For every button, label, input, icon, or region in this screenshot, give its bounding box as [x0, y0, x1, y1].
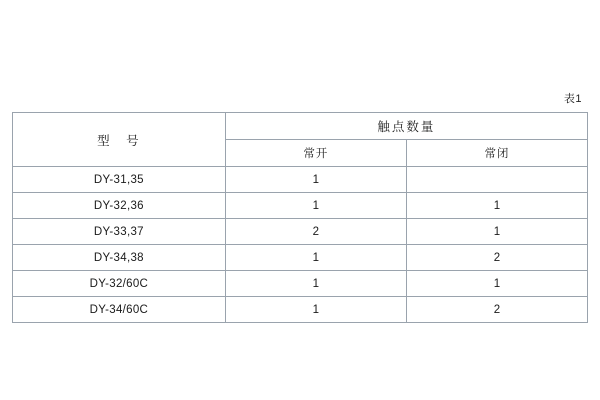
table-caption: 表1 [563, 93, 582, 105]
header-normally-closed: 常闭 [406, 140, 587, 167]
cell-normally-closed: 1 [406, 271, 587, 297]
table-row [13, 193, 588, 219]
cell-model: DY-34/60C [13, 297, 226, 323]
cell-normally-open: 1 [225, 193, 406, 219]
table-body [13, 167, 588, 323]
table-header [13, 113, 588, 167]
table-header-row-top [13, 113, 588, 140]
cell-normally-closed: 2 [406, 245, 587, 271]
cell-normally-open: 1 [225, 271, 406, 297]
header-model: 型 号 [13, 113, 226, 167]
cell-model: DY-32,36 [13, 193, 226, 219]
table-container [12, 112, 588, 323]
table-row [13, 167, 588, 193]
cell-normally-open: 2 [225, 219, 406, 245]
table-row [13, 271, 588, 297]
cell-model: DY-34,38 [13, 245, 226, 271]
table-row [13, 219, 588, 245]
cell-model: DY-33,37 [13, 219, 226, 245]
contact-quantity-table [12, 112, 588, 323]
cell-normally-closed: 1 [406, 219, 587, 245]
cell-normally-open: 1 [225, 297, 406, 323]
cell-normally-closed: 2 [406, 297, 587, 323]
cell-normally-closed [406, 167, 587, 193]
header-normally-open: 常开 [225, 140, 406, 167]
cell-normally-closed: 1 [406, 193, 587, 219]
table-row [13, 297, 588, 323]
cell-normally-open: 1 [225, 167, 406, 193]
cell-model: DY-31,35 [13, 167, 226, 193]
cell-normally-open: 1 [225, 245, 406, 271]
cell-model: DY-32/60C [13, 271, 226, 297]
header-contact-quantity: 触点数量 [225, 113, 587, 140]
table-row [13, 245, 588, 271]
